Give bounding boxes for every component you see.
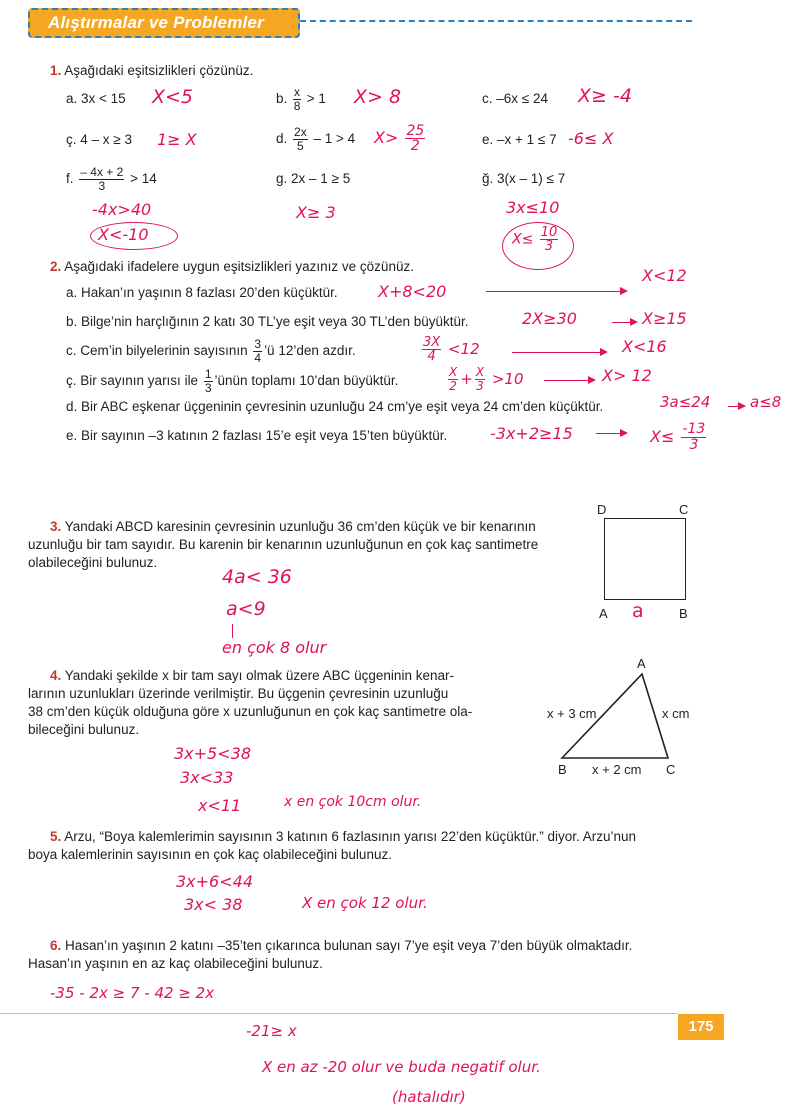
- footer-line: [0, 1013, 678, 1014]
- q1-g: [276, 171, 350, 186]
- q3-line3: olabileceğini bulunuz.: [28, 555, 158, 570]
- q1-f-num: – 4x + 2: [80, 165, 124, 179]
- q1-b-rest: > 1: [306, 91, 326, 107]
- q2-b-answer: X≥15: [642, 309, 687, 328]
- q2-e-answer-den: 3: [689, 437, 699, 453]
- q2-cc-arrow: [544, 380, 594, 381]
- section-title: Alıştırmalar ve Problemler: [48, 13, 264, 32]
- q2-d-answer: a≤8: [750, 393, 782, 411]
- q1-f-den: 3: [98, 179, 106, 193]
- q2-c-label: c.: [66, 343, 77, 359]
- q6-prompt: [28, 937, 708, 973]
- triangle-side-ab: x + 3 cm: [547, 706, 597, 721]
- q5-work3: X en çok 12 olur.: [302, 894, 428, 912]
- q2-d: [66, 399, 603, 414]
- q1-d-num: 2x: [294, 125, 307, 139]
- q4-work4: x en çok 10cm olur.: [284, 794, 422, 810]
- q1-gg-answer-den: 3: [544, 239, 554, 254]
- q4-prompt: [28, 667, 528, 739]
- q2-a-text: Hakan’ın yaşının 8 fazlası 20’den küçüktür.: [81, 285, 338, 300]
- q1-cc-expr: 4 – x ≥ 3: [80, 132, 132, 147]
- q1-cc: [66, 132, 132, 147]
- q2-a-arrow: [486, 291, 626, 292]
- q3-number: 3.: [50, 519, 62, 534]
- q6-line2: Hasan’ın yaşının en az kaç olabileceğini bulunuz.: [28, 956, 323, 971]
- q2-a-label: a.: [66, 285, 78, 300]
- q1-c-expr: –6x ≤ 24: [496, 91, 548, 106]
- q2-c-post: ’ü 12’den azdır.: [264, 343, 356, 359]
- square-side-a: a: [632, 600, 644, 622]
- q2-cc-work-rest: >10: [491, 370, 524, 388]
- q2-cc-fraction: [204, 368, 213, 395]
- q2-a-work: X+8<20: [378, 282, 447, 301]
- q2-b-text: Bilge’nin harçlığının 2 katı 30 TL’ye eşit veya 30 TL’den büyüktür.: [81, 314, 469, 329]
- triangle-label-b: B: [558, 762, 567, 777]
- q2-cc-work-plus: +: [460, 370, 473, 388]
- q2-d-text: Bir ABC eşkenar üçgeninin çevresinin uzunluğu 24 cm’ye eşit veya 24 cm’den küçüktür.: [81, 399, 604, 414]
- q1-g-expr: 2x – 1 ≥ 5: [291, 171, 351, 186]
- q2-cc: [66, 368, 398, 395]
- q2-text: Aşağıdaki ifadelere uygun eşitsizlikleri yazınız ve çözünüz.: [64, 259, 414, 274]
- q1-d-answer-pre: X>: [374, 128, 399, 147]
- q2-c-work: [420, 336, 480, 363]
- q2-c-work-rest: <12: [447, 340, 480, 358]
- q1-d-answer: [374, 124, 427, 153]
- q1-d-fraction: [293, 126, 308, 153]
- q1-e-answer: -6≤ X: [568, 129, 614, 148]
- q1-c-answer: X≥ -4: [578, 85, 632, 107]
- q1-gg: [482, 171, 565, 186]
- q2-e-arrow: [596, 433, 626, 434]
- q1-text: Aşağıdaki eşitsizlikleri çözünüz.: [64, 63, 254, 78]
- q2-b-work: 2X≥30: [522, 309, 577, 328]
- q3-work1: 4a< 36: [222, 566, 292, 588]
- q1-c-label: c.: [482, 91, 493, 106]
- q2-c-den: 4: [254, 351, 262, 365]
- q1-cc-label: ç.: [66, 132, 77, 147]
- q3-work-arrow: [232, 624, 233, 638]
- q3-work3: en çok 8 olur: [222, 638, 327, 657]
- q1-f-label: f.: [66, 171, 74, 187]
- q1-e: [482, 132, 557, 147]
- q5-line1: Arzu, “Boya kalemlerimin sayısının 3 katının 6 fazlasının yarısı 22’den küçüktür.” diyor. Arzu’nun: [64, 829, 637, 844]
- q3-line1: Yandaki ABCD karesinin çevresinin uzunluğu 36 cm’den küçük ve bir kenarının: [64, 519, 536, 534]
- q2-c: [66, 338, 356, 365]
- q1-gg-answer-num: 10: [540, 225, 558, 240]
- q4-number: 4.: [50, 668, 62, 683]
- q4-work2: 3x<33: [180, 768, 234, 787]
- q2-cc-den: 3: [204, 381, 212, 395]
- q1-a-label: a.: [66, 91, 78, 106]
- q1-b-den: 8: [293, 99, 301, 113]
- square-label-c: C: [679, 502, 689, 517]
- q1-e-expr: –x + 1 ≤ 7: [497, 132, 557, 147]
- q1-d-den: 5: [297, 139, 304, 153]
- q1-f-answer-circle: [90, 222, 178, 250]
- q2-c-arrow: [512, 352, 606, 353]
- q2-cc-work-den2: 3: [476, 379, 484, 393]
- q6-number: 6.: [50, 938, 62, 953]
- q1-gg-answer-circle: [502, 222, 574, 270]
- q1-number: 1.: [50, 63, 62, 78]
- q2-a-answer: X<12: [642, 266, 687, 285]
- triangle-side-ac: x cm: [662, 706, 690, 721]
- section-header: [28, 8, 300, 38]
- q4-line1: Yandaki şekilde x bir tam sayı olmak üzere ABC üçgeninin kenar-: [64, 668, 454, 683]
- square-label-d: D: [597, 502, 607, 517]
- q2-e-answer: [650, 422, 708, 453]
- q1-d-rest: – 1 > 4: [313, 131, 356, 147]
- q2-number: 2.: [50, 259, 62, 274]
- q2-c-work-frac: [422, 336, 441, 363]
- q2-b: [66, 314, 469, 329]
- q2-e-answer-frac: [681, 422, 706, 453]
- q1-g-label: g.: [276, 171, 288, 186]
- q4-work1: 3x+5<38: [174, 744, 251, 763]
- q1-d-answer-num: 25: [406, 123, 425, 139]
- q1-b: [276, 86, 326, 113]
- q2-e-work: -3x+2≥15: [490, 424, 573, 443]
- q4-line4: bileceğini bulunuz.: [28, 722, 140, 737]
- q2-cc-work-num2: X: [475, 365, 485, 379]
- square-label-a: A: [599, 606, 608, 621]
- square-abcd: [604, 518, 686, 600]
- q2-b-arrow: [612, 322, 636, 323]
- q1-gg-label: ğ.: [482, 171, 494, 186]
- q2-e-label: e.: [66, 428, 78, 443]
- q2-prompt: [50, 258, 414, 276]
- q1-b-answer: X> 8: [354, 86, 402, 108]
- q2-cc-num: 1: [204, 367, 212, 381]
- q1-d-label: d.: [276, 131, 288, 147]
- q1-a-answer: X<5: [152, 86, 194, 108]
- q2-cc-work-den1: 2: [449, 379, 457, 393]
- q1-cc-answer: 1≥ X: [157, 130, 197, 149]
- q1-prompt: [50, 62, 253, 80]
- q2-cc-answer: X> 12: [602, 366, 652, 385]
- q1-d: [276, 126, 355, 153]
- q5-prompt: [28, 828, 708, 864]
- q2-a: [66, 285, 338, 300]
- triangle-label-a: A: [637, 656, 646, 671]
- q2-d-label: d.: [66, 399, 78, 414]
- q2-cc-work: [446, 366, 523, 393]
- q1-d-answer-den: 2: [410, 138, 420, 154]
- q1-b-num: x: [294, 85, 301, 99]
- page-number: 175: [678, 1014, 724, 1040]
- q3-prompt: [28, 518, 588, 572]
- q2-d-work: 3a≤24: [660, 393, 711, 411]
- q2-cc-work-frac1: [448, 366, 458, 393]
- q5-number: 5.: [50, 829, 62, 844]
- q2-e: [66, 428, 447, 443]
- q1-f-rest: > 14: [130, 171, 157, 187]
- q2-cc-label: ç.: [66, 373, 77, 389]
- q6-work4: (hatalıdır): [392, 1088, 466, 1106]
- q1-f-fraction: [79, 166, 124, 193]
- q2-e-answer-num: -13: [682, 421, 706, 437]
- q1-e-label: e.: [482, 132, 494, 147]
- q2-c-answer: X<16: [622, 337, 667, 356]
- q2-cc-work-num1: X: [449, 365, 458, 379]
- q2-d-arrow: [728, 406, 744, 407]
- q2-e-text: Bir sayının –3 katının 2 fazlası 15’e eşit veya 15’ten büyüktür.: [81, 428, 448, 443]
- q1-d-answer-frac: [405, 124, 425, 153]
- q2-c-fraction: [253, 338, 262, 365]
- square-label-b: B: [679, 606, 688, 621]
- q4-line2: larının uzunlukları üzerinde verilmiştir. Bu üçgenin çevresinin uzunluğu: [28, 686, 449, 701]
- q1-f-work: -4x>40: [92, 200, 152, 219]
- q2-cc-pre: Bir sayının yarısı ile: [80, 373, 199, 389]
- q6-work2: -21≥ x: [246, 1022, 297, 1040]
- q2-e-answer-pre: X≤: [650, 427, 675, 446]
- q1-b-label: b.: [276, 91, 288, 107]
- q1-f: [66, 166, 157, 193]
- q1-b-fraction: [293, 86, 301, 113]
- q4-work3: x<11: [198, 796, 242, 815]
- q5-work2: 3x< 38: [184, 895, 243, 914]
- q6-work3: X en az -20 olur ve buda negatif olur.: [262, 1058, 541, 1076]
- q6-line1: Hasan’ın yaşının 2 katını –35’ten çıkarınca bulunan sayı 7’ye eşit veya 7’den büyük olmaktadır.: [65, 938, 633, 953]
- q2-cc-post: ’ünün toplamı 10’dan büyüktür.: [214, 373, 399, 389]
- q6-work1: -35 - 2x ≥ 7 - 42 ≥ 2x: [50, 984, 215, 1002]
- header-divider: [300, 20, 692, 22]
- q2-c-num: 3: [254, 337, 262, 351]
- q1-gg-work: 3x≤10: [506, 198, 560, 217]
- triangle-side-bc: x + 2 cm: [592, 762, 642, 777]
- q5-line2: boya kalemlerinin sayısının en çok kaç olabileceğini bulunuz.: [28, 847, 392, 862]
- q1-g-answer: X≥ 3: [296, 203, 336, 222]
- q3-work2: a<9: [226, 598, 266, 620]
- q2-cc-work-frac2: [475, 366, 485, 393]
- q1-a: [66, 91, 126, 106]
- triangle-label-c: C: [666, 762, 676, 777]
- q1-c: [482, 91, 548, 106]
- q1-gg-expr: 3(x – 1) ≤ 7: [497, 171, 566, 186]
- q2-c-work-den: 4: [427, 349, 436, 364]
- q2-b-label: b.: [66, 314, 78, 329]
- q1-gg-answer-pre: X≤: [512, 231, 534, 248]
- q1-a-expr: 3x < 15: [81, 91, 126, 106]
- q5-work1: 3x+6<44: [176, 872, 253, 891]
- q2-c-pre: Cem’in bilyelerinin sayısının: [80, 343, 248, 359]
- q4-line3: 38 cm’den küçük olduğuna göre x uzunluğunun en çok kaç santimetre ola-: [28, 704, 473, 719]
- q2-c-work-num: 3X: [423, 335, 441, 350]
- q3-line2: uzunluğu bir tam sayıdır. Bu karenin bir kenarının uzunluğunun en çok kaç santimetre: [28, 537, 539, 552]
- q1-f-answer: X<-10: [98, 225, 149, 244]
